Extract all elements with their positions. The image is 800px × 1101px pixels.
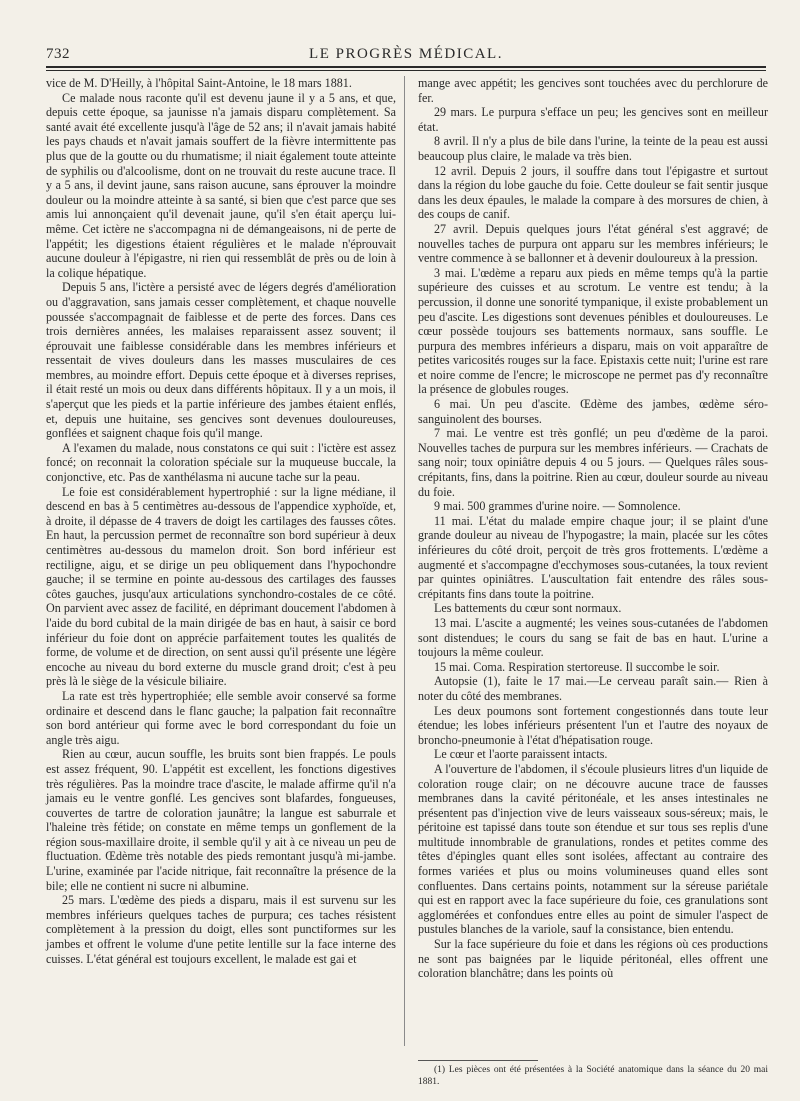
paragraph: Le cœur et l'aorte paraissent intacts. [434,747,608,762]
paragraph: Depuis 5 ans, l'ictère a persisté avec de légers degrés d'amélioration ou d'aggravation, sans jamais cesser complètement, et chaque nouvelle poussée s'accompagnait de faiblesse et de perte des forces. Dans ces trois dernières années, les malaises reparaissent assez souvent; il éprouvait une faiblesse considérable dans les membres inférieurs et ressentait de vives douleurs dans les masses musculaires de ces membres, au moindre effort. Depuis cette époque et à diverses reprises, il était resté un mois ou deux dans différents hôpitaux. Il y a un mois, il s'aperçut que les pieds et la partie inférieure des jambes étaient enflés, et, depuis une huitaine, ses gencives sont devenues douloureuses, gonflées et saignent chaque fois qu'il mange. [46,280,396,441]
paragraph: A l'ouverture de l'abdomen, il s'écoule plusieurs litres d'un liquide de coloration rouge clair; on ne découvre aucune trace de fausses membranes dans la cavité péritonéale, et les anses intestinales ne présentent pas d'injection vive de leurs vaisseaux sous-séreux; mais, le péritoine est tapissé dans toute son étendue et sur tous ses replis d'une multitude innombrable de granulations, rondes et petites comme des têtes d'épingles quant elles sont isolées, affectant au contraire des formes variées et plus ou moins volumineuses quand elles sont confluentes. Dans certains points, notamment sur la séreuse pariétale qui est en rapport avec la face supérieure du foie, ces granulations sont agglomérées et confondues entre elles au point de simuler l'aspect de pustules blanches de la variole, sauf la consistance, bien entendu. [418,761,768,937]
paragraph: Le foie est considérablement hypertrophié : sur la ligne médiane, il descend en bas à 5 centimètres au-dessous de l'appendice xyphoïde, et, à droite, il dépasse de 4 travers de doigt les cartilages des fausses côtes. En haut, la percussion permet de reconnaître son bord supérieur à deux centimètres au-dessous du mamelon droit. Son bord inférieur est rectiligne, aigu, et se dirige un peu obliquement dans l'hypochondre gauche; il se termine en pointe au-dessous des cartilages des fausses côtes gauches, jusqu'aux articulations synchondro-costales de ce côté. On parvient avec assez de facilité, en déprimant doucement l'abdomen à l'aide du bord cubital de la main dirigée de bas en haut, à saisir ce bord inférieur du foie dont on apprécie parfaitement toutes les qualités de forme, de volume et de direction, on sent aussi qu'il présente une légère encoche au niveau du bord externe du muscle grand droit; c'est à peu près là le siège de la vésicule biliaire. [46,484,396,689]
paragraph: 29 mars. Le purpura s'efface un peu; les gencives sont en meilleur état. [418,105,768,134]
header-rule [46,66,766,68]
paragraph: 11 mai. L'état du malade empire chaque jour; il se plaint d'une grande douleur au niveau de l'hypogastre; la main, placée sur les côtes inférieures du côté droit, perçoit de très gros frottements. L'œdème a augmenté et s'accompagne d'ecchymoses sous-cutanées, la toux revient par quintes opiniâtres. L'auscultation fait entendre des râles sous-crépitants fins dans toute la poitrine. [418,513,768,601]
paragraph: 8 avril. Il n'y a plus de bile dans l'urine, la teinte de la peau est aussi beaucoup plus claire, le malade va très bien. [418,134,768,163]
right-column [418,76,768,981]
paragraph: 25 mars. L'œdème des pieds a disparu, mais il est survenu sur les membres inférieurs quelques taches de purpura; ces taches résistent complètement à la pression du doigt, elles sont punctiformes sur les jambes et offrent le volume d'une petite lentille sur la face interne des cuisses. L'état général est toujours excellent, le malade est gai et [46,893,396,966]
paragraph: Les battements du cœur sont normaux. [434,601,622,616]
paragraph: vice de M. D'Heilly, à l'hôpital Saint-Antoine, le 18 mars 1881. [46,76,352,90]
paragraph: 12 avril. Depuis 2 jours, il souffre dans tout l'épigastre et surtout dans la région du lobe gauche du foie. Cette douleur se fait sentir jusque dans les deux épaules, le malade la compare à des morsures de chien, à des coups de canif. [418,163,768,222]
paragraph: Ce malade nous raconte qu'il est devenu jaune il y a 5 ans, et que, depuis cette époque, sa jaunisse n'a jamais disparu complètement. Sa santé avait été excellente jusqu'à l'âge de 52 ans; il n'avait jamais habité les pays chauds et n'avait jamais souffert de la fièvre intermittente pas plus que de la goutte ou du rhumatisme; il niait également toute atteinte de syphilis ou d'alcoolisme, dont on ne trouvait du reste aucune trace. Il y a 5 ans, il devint jaune, sans raison aucune, sans éprouver la moindre douleur ou la moindre atteinte à sa santé, si bien que c'est parce que ses amis lui annonçaient qu'il devenait jaune, qu'il s'en était aperçu lui-même. Cet ictère ne s'accompagna ni de démangeaisons, ni de perte de l'appétit; les digestions étaient régulières et le malade n'éprouvait aucune douleur à l'épigastre, ni rien qui ressemblât de près ou de loin à la colique hépatique. [46,90,396,280]
paragraph: 13 mai. L'ascite a augmenté; les veines sous-cutanées de l'abdomen sont distendues; le cours du sang se fait de bas en haut. L'urine a toujours la même couleur. [418,615,768,660]
page-header [46,44,766,66]
column-divider [404,76,405,1046]
page-number: 732 [46,46,70,62]
paragraph: 3 mai. L'œdème a reparu aux pieds en même temps qu'à la partie supérieure des cuisses et au scrotum. Le ventre est tendu; à la percussion, il donne une sonorité tympanique, il existe probablement un peu d'ascite. Les digestions sont devenues pénibles et douloureuses. Le cœur possède toujours ses battements normaux, sans souffle. Le purpura des membres inférieurs a disparu, mais on voit apparaître de petites varicosités rouges sur la face. Epistaxis cette nuit; l'urine est rare et noire comme de l'encre; le microscope ne permet pas d'y reconnaître la présence de globules rouges. [418,265,768,397]
paragraph: 7 mai. Le ventre est très gonflé; un peu d'œdème de la paroi. Nouvelles taches de purpura sur les membres inférieurs. — Crachats de sang noir; toux opiniâtre depuis 4 ou 5 jours. — Quelques râles sous-crépitants, fins, dans la poitrine. Rien au cœur, douleur sourde au niveau du foie. [418,426,768,499]
paragraph: 6 mai. Un peu d'ascite. Œdème des jambes, œdème séro-sanguinolent des bourses. [418,397,768,426]
paragraph: 9 mai. 500 grammes d'urine noire. — Somnolence. [434,499,681,514]
paragraph: mange avec appétit; les gencives sont touchées avec du perchlorure de fer. [418,76,768,105]
paragraph: La rate est très hypertrophiée; elle semble avoir conservé sa forme ordinaire et descend dans le flanc gauche; la palpation fait reconnaître son bord antérieur qui forme avec le bord correspondant du foie un angle très aigu. [46,688,396,747]
paragraph: Sur la face supérieure du foie et dans les régions où ces productions ne sont pas baignées par le liquide péritonéal, elles offrent une coloration blanchâtre; dans les points où [418,937,768,981]
paragraph: A l'examen du malade, nous constatons ce qui suit : l'ictère est assez foncé; on reconnait la coloration spéciale sur la muqueuse buccale, la conjonctive, etc. Pas de xanthélasma ni aucune tache sur la peau. [46,440,396,485]
left-column [46,76,396,966]
paragraph: 27 avril. Depuis quelques jours l'état général s'est aggravé; de nouvelles taches de purpura ont apparu sur les membres inférieurs; le ventre commence à se ballonner et à devenir douloureux à la pression. [418,221,768,266]
footnote: (1) Les pièces ont été présentées à la Société anatomique dans la séance du 20 mai 1881. [418,1065,768,1087]
footnote-rule [418,1060,538,1061]
paragraph: Rien au cœur, aucun souffle, les bruits sont bien frappés. Le pouls est assez fréquent, 90. L'appétit est excellent, les fonctions digestives très régulières. Pas la moindre trace d'ascite, le malade affirme qu'il n'a jamais eu le ventre gonflé. Les gencives sont blafardes, fongueuses, couvertes de tartre de coloration jaunâtre; la langue est saburrale et l'haleine très fétide; on constate en même temps un gonflement de la région sous-maxillaire droite, il semble qu'il y ait à ce niveau un peu de fluctuation. Œdème très notable des pieds remontant jusqu'à mi-jambe. L'urine, examinée par l'acide nitrique, fait reconnaître la présence de la bile; elle ne contient ni sucre ni albumine. [46,747,396,893]
paragraph: Les deux poumons sont fortement congestionnés dans toute leur étendue; les lobes inférieurs présentent l'un et l'autre des noyaux de broncho-pneumonie à l'état d'hépatisation rouge. [418,703,768,747]
paragraph: Autopsie (1), faite le 17 mai.—Le cerveau paraît sain.— Rien à noter du côté des membranes. [418,674,768,703]
paragraph: 15 mai. Coma. Respiration stertoreuse. Il succombe le soir. [434,659,720,674]
header-rule-thin [46,70,766,71]
running-head: LE PROGRÈS MÉDICAL. [309,46,503,62]
